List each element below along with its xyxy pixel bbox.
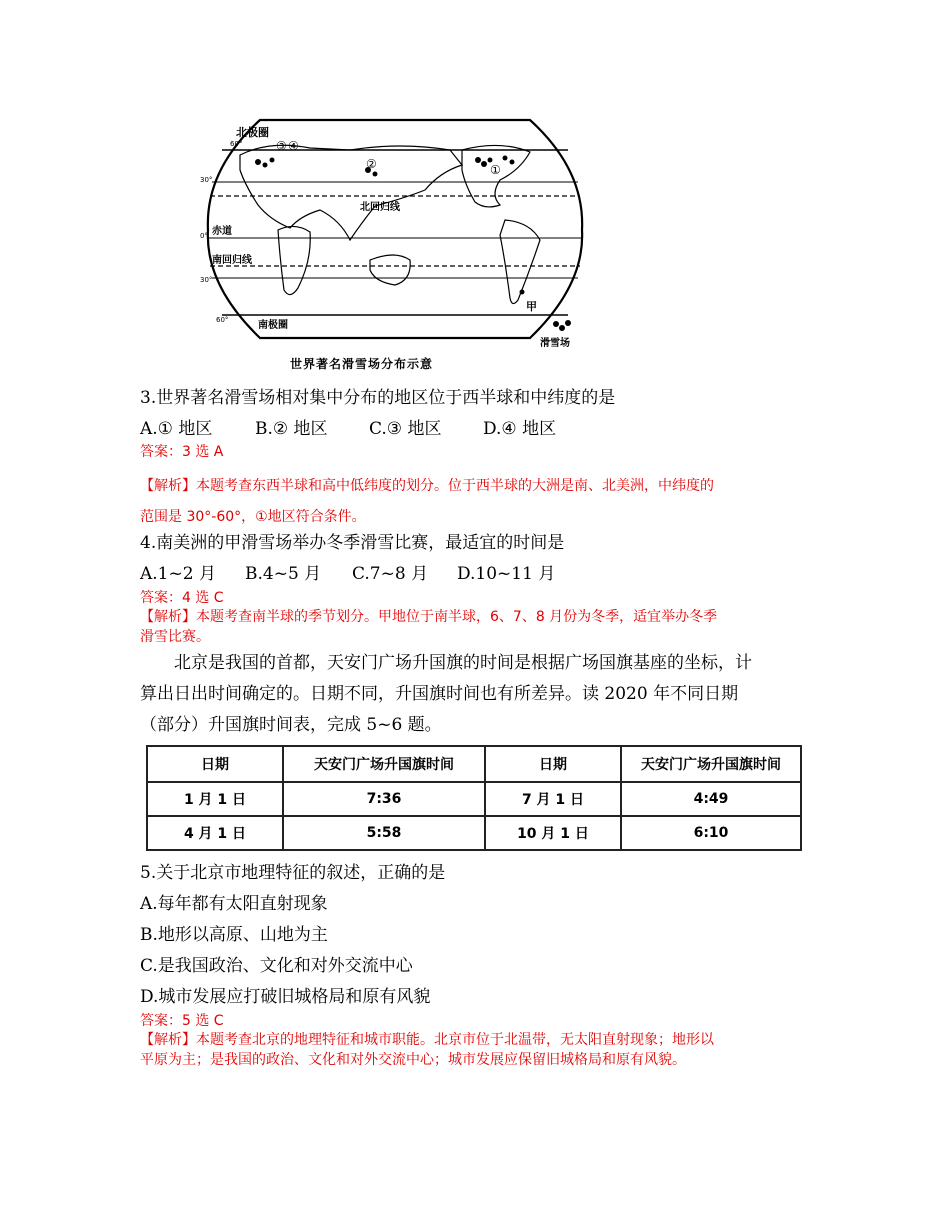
tropic-north-label: 北回归线 [360, 202, 400, 213]
lat-60s-label: 60° [216, 316, 229, 324]
equator-label: 赤道 [212, 226, 232, 237]
table-header: 天安门广场升国旗时间 [283, 746, 485, 782]
arctic-label: 北极圈 [236, 126, 269, 139]
q3-option-c[interactable]: C.③ 地区 [369, 419, 442, 439]
q5-answer: 答案：5 选 C [140, 1013, 224, 1029]
passage-line1: 北京是我国的首都，天安门广场升国旗的时间是根据广场国旗基座的坐标，计 [174, 653, 752, 673]
table-row [147, 816, 801, 850]
q3-answer: 答案：3 选 A [140, 444, 224, 460]
table-row [147, 782, 801, 816]
antarctic-label: 南极圈 [258, 320, 288, 331]
passage [140, 648, 812, 741]
table-cell: 5:58 [283, 816, 485, 850]
q5-option-a[interactable]: A.每年都有太阳直射现象 [140, 894, 328, 914]
q4-explanation-line2: 滑雪比赛。 [140, 629, 210, 645]
q5-option-c[interactable]: C.是我国政治、文化和对外交流中心 [140, 956, 413, 976]
tropic-south-label: 南回归线 [212, 255, 252, 266]
lat-30s-label: 30° [200, 276, 213, 284]
q4-option-a[interactable]: A.1~2 月 [140, 564, 216, 584]
table-cell: 4:49 [621, 782, 801, 816]
table-cell: 4 月 1 日 [147, 816, 283, 850]
table-cell: 7 月 1 日 [485, 782, 621, 816]
q4-option-c[interactable]: C.7~8 月 [352, 564, 429, 584]
q5-explanation-line2: 平原为主；是我国的政治、文化和对外交流中心；城市发展应保留旧城格局和原有风貌。 [140, 1052, 686, 1068]
q4-option-b[interactable]: B.4~5 月 [245, 564, 322, 584]
q3-explanation-line2: 范围是 30°-60°，①地区符合条件。 [140, 509, 366, 525]
q3-option-a[interactable]: A.① 地区 [140, 419, 213, 439]
table-header: 天安门广场升国旗时间 [621, 746, 801, 782]
q4-answer: 答案：4 选 C [140, 590, 224, 606]
q5-option-b[interactable]: B.地形以高原、山地为主 [140, 925, 328, 945]
ski-resort-map [200, 110, 590, 378]
table-cell: 10 月 1 日 [485, 816, 621, 850]
flag-raising-table [146, 745, 802, 851]
q3-options [140, 418, 556, 440]
marker-3-label: ③ [276, 139, 287, 153]
q4-explanation [140, 607, 717, 647]
marker-1-label: ① [490, 163, 501, 177]
africa-shape [278, 226, 310, 294]
table-cell: 1 月 1 日 [147, 782, 283, 816]
lat-0-label: 0° [200, 232, 208, 240]
map-caption: 世界著名滑雪场分布示意 [290, 357, 434, 371]
table-header-row [147, 746, 801, 782]
world-map-svg [200, 110, 590, 378]
marker-2-label: ② [366, 157, 377, 171]
q3-option-b[interactable]: B.② 地区 [255, 419, 328, 439]
table-cell: 7:36 [283, 782, 485, 816]
q3-explanation [140, 471, 714, 533]
q5-explanation [140, 1030, 714, 1070]
table-cell: 6:10 [621, 816, 801, 850]
q4-option-d[interactable]: D.10~11 月 [457, 564, 556, 584]
q3-explanation-line1: 【解析】本题考查东西半球和高中低纬度的划分。位于西半球的大洲是南、北美洲，中纬度的 [140, 478, 714, 494]
q3-stem: 3.世界著名滑雪场相对集中分布的地区位于西半球和中纬度的是 [140, 388, 616, 408]
q4-options [140, 563, 555, 585]
q4-stem: 4.南美洲的甲滑雪场举办冬季滑雪比赛，最适宜的时间是 [140, 533, 565, 553]
australia-shape [370, 255, 410, 285]
q5-explanation-line1: 【解析】本题考查北京的地理特征和城市职能。北京市位于北温带，无太阳直射现象；地形以 [140, 1032, 714, 1048]
jia-label: 甲 [526, 300, 537, 313]
table-header: 日期 [147, 746, 283, 782]
passage-line3: （部分）升国旗时间表，完成 5~6 题。 [140, 715, 442, 735]
q5-option-d[interactable]: D.城市发展应打破旧城格局和原有风貌 [140, 987, 431, 1007]
lat-60n-label: 60° [230, 140, 243, 148]
legend-ski-label: 滑雪场 [540, 338, 570, 349]
q5-stem: 5.关于北京市地理特征的叙述，正确的是 [140, 863, 446, 883]
marker-4-label: ④ [288, 139, 299, 153]
table-header: 日期 [485, 746, 621, 782]
passage-line2: 算出日出时间确定的。日期不同，升国旗时间也有所差异。读 2020 年不同日期 [140, 684, 739, 704]
q4-explanation-line1: 【解析】本题考查南半球的季节划分。甲地位于南半球，6、7、8 月份为冬季，适宜举办冬季 [140, 609, 718, 625]
lat-30n-label: 30° [200, 176, 213, 184]
q3-option-d[interactable]: D.④ 地区 [483, 419, 557, 439]
